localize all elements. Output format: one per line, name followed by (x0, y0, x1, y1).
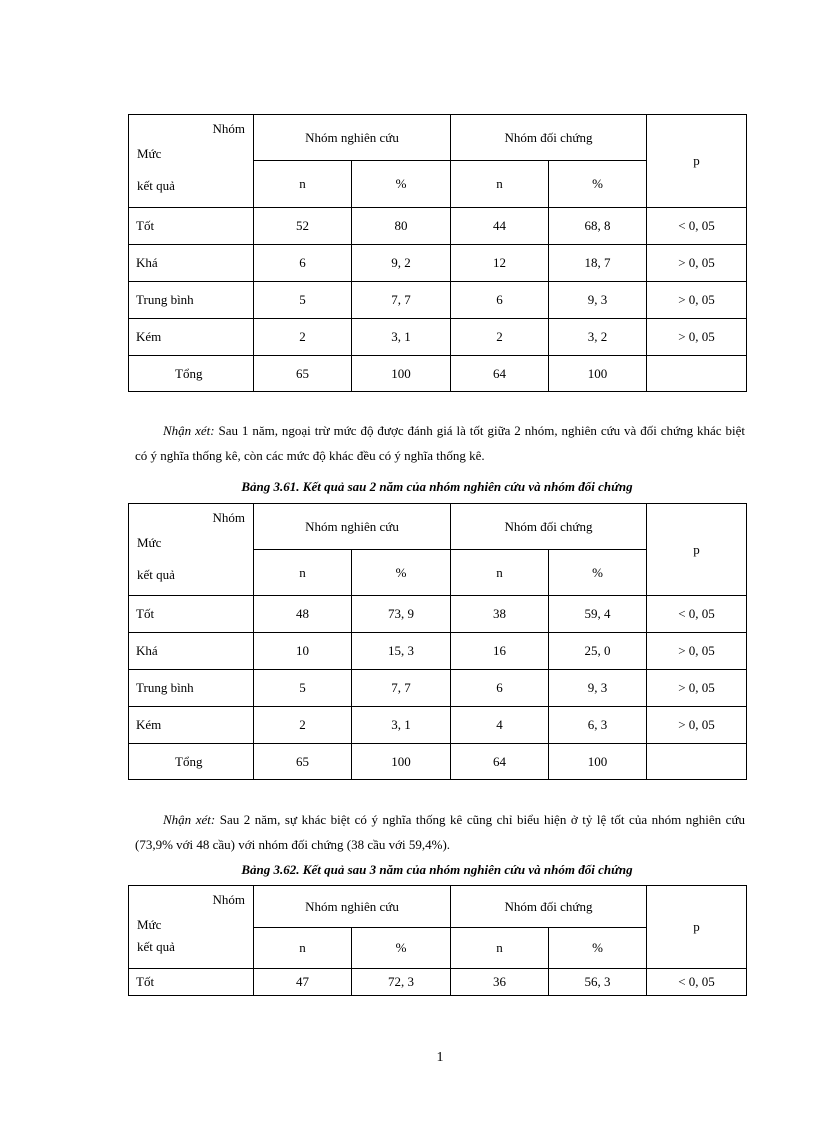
cell-p-value: > 0, 05 (647, 707, 747, 744)
remark-label: Nhận xét: (163, 423, 215, 438)
level-label: Mức (137, 917, 162, 932)
cell-n-study: 65 (254, 744, 352, 780)
cell-percent-control: 9, 3 (549, 670, 647, 707)
cell-n-control: 6 (451, 670, 549, 707)
n-header: n (451, 550, 549, 596)
cell-percent-study: 3, 1 (352, 707, 451, 744)
control-group-header: Nhóm đối chứng (451, 504, 647, 550)
row-label: Khá (129, 245, 254, 282)
group-label: Nhóm (212, 892, 245, 907)
p-header: p (647, 115, 747, 208)
cell-n-study: 5 (254, 670, 352, 707)
percent-header: % (549, 161, 647, 208)
cell-p-value: > 0, 05 (647, 282, 747, 319)
percent-header: % (549, 928, 647, 969)
cell-n-control: 12 (451, 245, 549, 282)
cell-percent-control: 100 (549, 744, 647, 780)
n-header: n (254, 928, 352, 969)
cell-n-study: 6 (254, 245, 352, 282)
table-row (129, 245, 747, 282)
table-caption-2: Bảng 3.61. Kết quả sau 2 năm của nhóm nghiên cứu và nhóm đối chứng (241, 479, 633, 494)
cell-n-control: 2 (451, 319, 549, 356)
cell-p-value (647, 744, 747, 780)
remark-text: Sau 2 năm, sự khác biệt có ý nghĩa thống kê cũng chỉ biểu hiện ở tỷ lệ tốt của nhóm nghiên cứu (73,9% với 48 cầu) với nhóm đối chứng (38 cầu với 59,4%). (135, 812, 745, 852)
cell-p-value: > 0, 05 (647, 670, 747, 707)
p-header: p (647, 504, 747, 596)
group-label: Nhóm (212, 510, 245, 525)
cell-percent-control: 3, 2 (549, 319, 647, 356)
page-number: 1 (436, 1050, 444, 1065)
result-label: kết quả (137, 567, 175, 582)
table-row (129, 670, 747, 707)
results-table-1 (128, 114, 747, 392)
table-row (129, 208, 747, 245)
remark-paragraph-2 (135, 807, 745, 857)
cell-n-study: 47 (254, 969, 352, 996)
cell-n-control: 64 (451, 356, 549, 392)
cell-n-control: 4 (451, 707, 549, 744)
cell-percent-study: 7, 7 (352, 282, 451, 319)
row-label: Kém (129, 707, 254, 744)
control-group-header: Nhóm đối chứng (451, 115, 647, 161)
cell-percent-study: 9, 2 (352, 245, 451, 282)
cell-p-value: > 0, 05 (647, 245, 747, 282)
cell-p-value: > 0, 05 (647, 319, 747, 356)
cell-p-value: < 0, 05 (647, 596, 747, 633)
cell-percent-study: 80 (352, 208, 451, 245)
cell-n-study: 10 (254, 633, 352, 670)
row-label: Khá (129, 633, 254, 670)
level-label: Mức (137, 535, 162, 550)
cell-n-study: 2 (254, 707, 352, 744)
cell-n-study: 2 (254, 319, 352, 356)
cell-n-study: 48 (254, 596, 352, 633)
row-label: Trung bình (129, 670, 254, 707)
study-group-header: Nhóm nghiên cứu (254, 115, 451, 161)
row-label: Tổng (129, 744, 254, 780)
cell-percent-control: 100 (549, 356, 647, 392)
cell-n-control: 36 (451, 969, 549, 996)
row-label: Trung bình (129, 282, 254, 319)
table-row-total (129, 744, 747, 780)
n-header: n (451, 161, 549, 208)
n-header: n (451, 928, 549, 969)
cell-p-value: < 0, 05 (647, 969, 747, 996)
percent-header: % (352, 550, 451, 596)
study-group-header: Nhóm nghiên cứu (254, 886, 451, 928)
results-table-2 (128, 503, 747, 780)
cell-n-control: 6 (451, 282, 549, 319)
cell-percent-study: 100 (352, 744, 451, 780)
remark-paragraph-1 (135, 418, 745, 468)
cell-percent-study: 7, 7 (352, 670, 451, 707)
row-label: Tốt (129, 208, 254, 245)
row-label: Tổng (129, 356, 254, 392)
cell-n-study: 65 (254, 356, 352, 392)
corner-header-cell (129, 886, 254, 969)
table-row (129, 319, 747, 356)
row-label: Tốt (129, 596, 254, 633)
cell-percent-control: 18, 7 (549, 245, 647, 282)
cell-percent-control: 68, 8 (549, 208, 647, 245)
result-label: kết quả (137, 178, 175, 193)
table-row (129, 282, 747, 319)
table-caption-3: Bảng 3.62. Kết quả sau 3 năm của nhóm nghiên cứu và nhóm đối chứng (241, 862, 633, 877)
table-row (129, 596, 747, 633)
cell-percent-study: 3, 1 (352, 319, 451, 356)
results-table-3 (128, 885, 747, 996)
cell-n-study: 52 (254, 208, 352, 245)
result-label: kết quả (137, 939, 175, 954)
percent-header: % (549, 550, 647, 596)
remark-text: Sau 1 năm, ngoại trừ mức độ được đánh giá là tốt giữa 2 nhóm, nghiên cứu và đối chứng khác biệt có ý nghĩa thống kê, còn các mức độ khác đều có ý nghĩa thống kê. (135, 423, 745, 463)
p-header: p (647, 886, 747, 969)
cell-n-control: 64 (451, 744, 549, 780)
cell-percent-control: 9, 3 (549, 282, 647, 319)
cell-percent-control: 6, 3 (549, 707, 647, 744)
cell-percent-study: 15, 3 (352, 633, 451, 670)
row-label: Kém (129, 319, 254, 356)
group-label: Nhóm (212, 121, 245, 136)
n-header: n (254, 161, 352, 208)
control-group-header: Nhóm đối chứng (451, 886, 647, 928)
cell-n-study: 5 (254, 282, 352, 319)
table-row (129, 633, 747, 670)
row-label: Tốt (129, 969, 254, 996)
table-row (129, 707, 747, 744)
remark-label: Nhận xét: (163, 812, 216, 827)
table-row-total (129, 356, 747, 392)
percent-header: % (352, 928, 451, 969)
n-header: n (254, 550, 352, 596)
cell-n-control: 44 (451, 208, 549, 245)
cell-percent-study: 72, 3 (352, 969, 451, 996)
cell-p-value: > 0, 05 (647, 633, 747, 670)
cell-p-value: < 0, 05 (647, 208, 747, 245)
table-row (129, 969, 747, 996)
cell-percent-control: 56, 3 (549, 969, 647, 996)
corner-header-cell (129, 504, 254, 596)
corner-header-cell (129, 115, 254, 208)
cell-n-control: 38 (451, 596, 549, 633)
cell-percent-control: 25, 0 (549, 633, 647, 670)
cell-n-control: 16 (451, 633, 549, 670)
level-label: Mức (137, 146, 162, 161)
cell-percent-study: 73, 9 (352, 596, 451, 633)
cell-p-value (647, 356, 747, 392)
cell-percent-control: 59, 4 (549, 596, 647, 633)
cell-percent-study: 100 (352, 356, 451, 392)
study-group-header: Nhóm nghiên cứu (254, 504, 451, 550)
percent-header: % (352, 161, 451, 208)
